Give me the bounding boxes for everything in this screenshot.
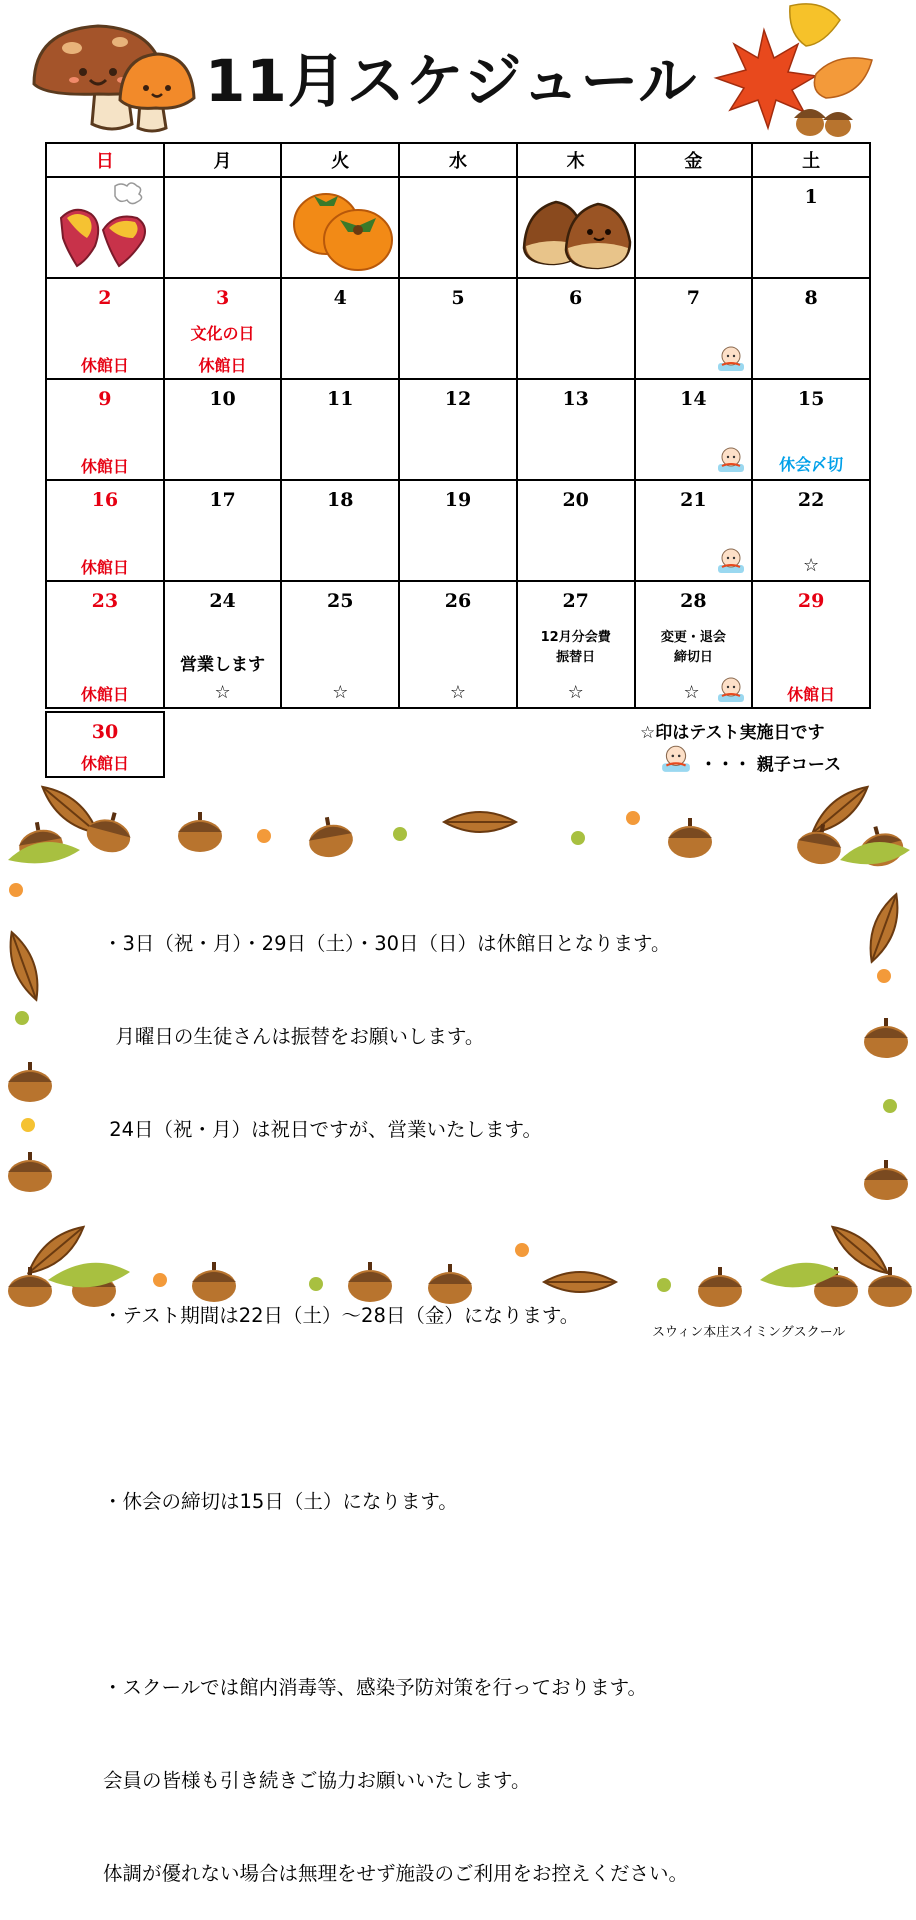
calendar-week [46,480,870,581]
test-day-star: ☆ [214,682,231,703]
calendar-day-17 [164,480,282,581]
calendar-day-10 [164,379,282,480]
notice-line [103,1393,803,1424]
day-number: 8 [804,287,818,309]
mushroom-illustration [28,22,198,134]
day-number: 6 [569,287,583,309]
calendar-day-2 [46,278,164,379]
closed-label: 休館日 [80,754,129,773]
calendar-day-13 [517,379,635,480]
day-number: 27 [562,590,589,612]
day-number: 25 [327,590,354,612]
day-number: 21 [680,489,707,511]
calendar-day-20 [517,480,635,581]
test-day-star: ☆ [449,682,467,703]
test-day-star: ☆ [567,682,584,703]
calendar-cell-empty [517,177,635,278]
calendar-day-24 [164,581,282,708]
calendar-day-7 [635,278,753,379]
notice-line: ・スクールでは館内消毒等、感染予防対策を行っております。 [103,1676,648,1699]
weekday-sun: 日 [46,143,164,177]
notice-line: 月曜日の生徒さんは振替をお願いします。 [103,1025,485,1048]
sweet-potato-icon [57,180,153,274]
legend-test-day: ☆印はテスト実施日です [640,723,825,743]
fee-label-line1: 12月分会費 [540,630,611,645]
weekday-fri: 金 [635,143,753,177]
notice-line: 体調が優れない場合は無理をせず施設のご利用をお控えください。 [103,1862,689,1885]
day-number: 3 [215,287,230,309]
day-number: 4 [333,287,347,309]
day-number: 20 [562,489,589,511]
day-number: 24 [209,590,236,612]
calendar-cell-empty [635,177,753,278]
notice-line: ・3日（祝・月）・29日（土）・30日（日）は休館日となります。 [103,932,671,955]
calendar-day-6 [517,278,635,379]
notice-line: 会員の皆様も引き続きご協力お願いいたします。 [103,1769,531,1792]
day-number: 17 [209,489,236,511]
day-number: 12 [444,388,472,410]
footer-school-name: スウィン本庄スイミングスクール [652,1325,846,1340]
weekday-wed: 水 [399,143,517,177]
day-number: 13 [562,388,589,410]
day-number: 23 [91,590,119,612]
notice-list [103,866,803,1920]
page-title: 11月スケジュール [205,47,698,115]
weekday-sat: 土 [752,143,870,177]
closed-label: 休館日 [80,558,129,577]
calendar-day-4 [281,278,399,379]
day-number: 16 [91,489,119,511]
notice-line: ・休会の締切は15日（土）になります。 [103,1490,458,1513]
baby-icon [716,444,746,474]
holiday-name: 文化の日 [190,324,255,343]
day-number: 19 [444,489,472,511]
calendar-day-16 [46,480,164,581]
calendar-day-18 [281,480,399,581]
day-number: 2 [98,287,112,309]
calendar-week [46,379,870,480]
day-number: 29 [797,590,825,612]
notice-line [103,1207,803,1238]
test-day-star: ☆ [803,555,820,576]
day-number: 28 [680,590,707,612]
change-label-line2: 締切日 [673,650,713,665]
day-number: 5 [451,287,465,309]
calendar-day-30 [45,711,165,778]
weekday-mon: 月 [164,143,282,177]
calendar-day-22 [752,480,870,581]
calendar-day-19 [399,480,517,581]
persimmon-icon [290,184,394,272]
calendar-week [46,581,870,708]
closed-label: 休館日 [787,685,836,704]
calendar-cell-empty [399,177,517,278]
baby-icon [716,674,746,704]
calendar-day-15 [752,379,870,480]
calendar-day-26 [399,581,517,708]
day-number: 9 [98,388,112,410]
baby-icon [660,742,692,774]
calendar-day-8 [752,278,870,379]
calendar-day-28 [635,581,753,708]
day-number: 18 [327,489,354,511]
day-number: 30 [91,721,119,743]
closed-label: 休館日 [80,356,129,375]
calendar-day-9 [46,379,164,480]
notice-line [103,1579,803,1610]
kyukai-deadline-label: 休会〆切 [779,455,844,474]
weekday-header-row [46,143,870,177]
closed-label: 休館日 [80,685,129,704]
calendar-day-1 [752,177,870,278]
legend-oyako-course: ・・・ 親子コース [700,755,842,775]
weekday-tue: 火 [281,143,399,177]
test-day-star: ☆ [683,682,700,703]
change-label-line1: 変更・退会 [660,630,726,645]
test-day-star: ☆ [332,682,349,703]
calendar-day-5 [399,278,517,379]
notice-line: ・テスト期間は22日（土）～28日（金）になります。 [103,1304,580,1327]
calendar-cell-empty [46,177,164,278]
day-number: 11 [327,388,354,410]
day-number: 22 [797,489,825,511]
day-number: 10 [209,388,236,410]
calendar-cell-empty [281,177,399,278]
calendar-day-14 [635,379,753,480]
open-notice: 営業します [180,655,266,675]
day-number: 15 [797,388,825,410]
calendar-day-23 [46,581,164,708]
calendar-day-21 [635,480,753,581]
chestnut-icon [520,192,634,270]
calendar-day-25 [281,581,399,708]
day-number: 1 [804,186,818,208]
calendar-day-29 [752,581,870,708]
calendar-day-3 [164,278,282,379]
calendar [45,142,871,712]
autumn-leaves-illustration [712,0,887,140]
baby-icon [716,545,746,575]
calendar-week [46,177,870,278]
closed-label: 休館日 [198,356,247,375]
day-number: 7 [686,287,700,309]
closed-label: 休館日 [80,457,129,476]
calendar-day-27 [517,581,635,708]
day-number: 14 [680,388,707,410]
notice-line: 24日（祝・月）は祝日ですが、営業いたします。 [103,1118,542,1141]
fee-label-line2: 振替日 [556,650,596,665]
baby-icon [716,343,746,373]
weekday-thu: 木 [517,143,635,177]
day-number: 26 [444,590,472,612]
calendar-day-11 [281,379,399,480]
calendar-cell-empty [164,177,282,278]
calendar-day-12 [399,379,517,480]
calendar-week [46,278,870,379]
